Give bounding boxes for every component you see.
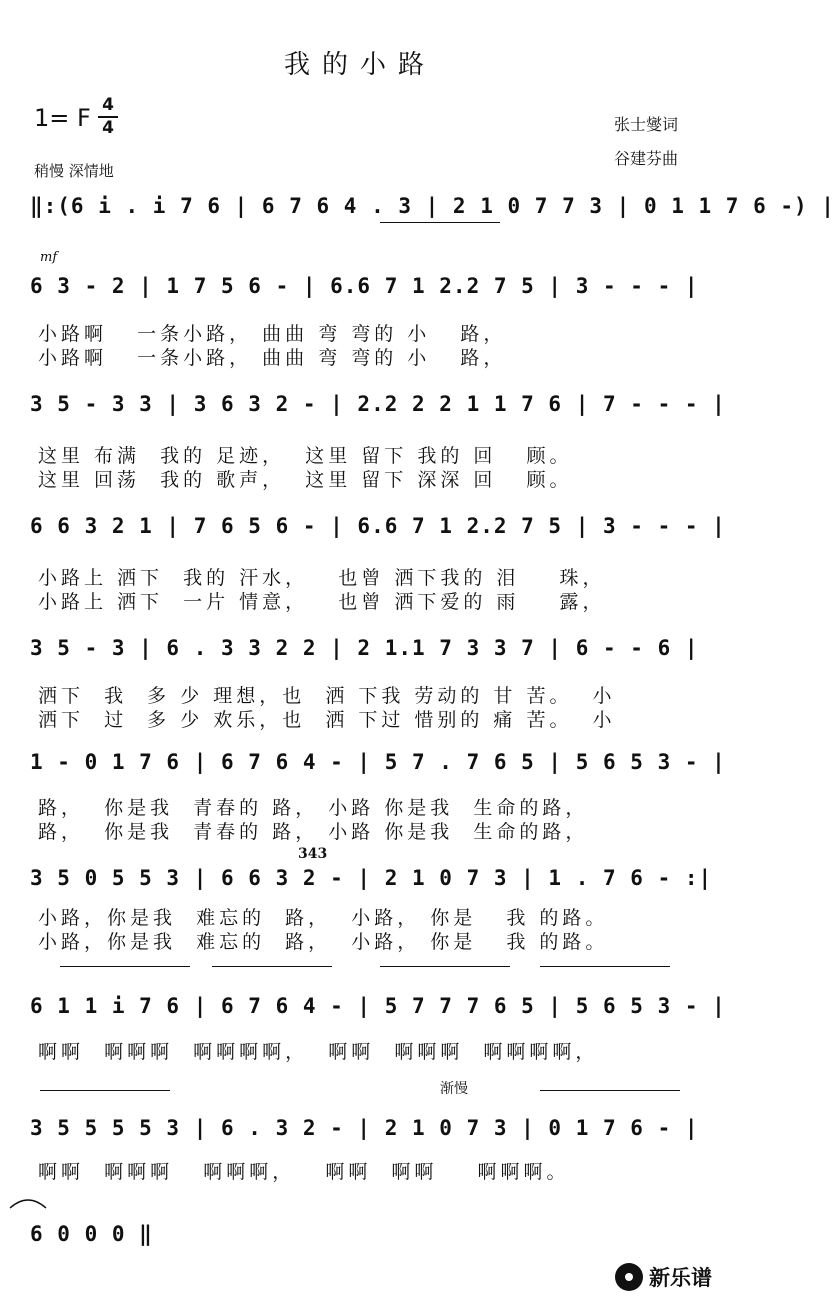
crescendo-hairpin [540, 966, 670, 967]
time-signature [98, 96, 118, 138]
score-line-3: 3 5 - 3 3 | 3 6 3 2 - | 2.2 2 2 1 1 7 6 | 7 - - - | [30, 392, 726, 416]
score-line-8: 6 1 1 i 7 6 | 6 7 6 4 - | 5 7 7 7 6 5 | 5 6 5 3 - | [30, 994, 726, 1018]
time-top: 4 [102, 95, 114, 115]
crescendo-hairpin [540, 1090, 680, 1091]
score-line-2: 6 3 - 2 | 1 7 5 6 - | 6.6 7 1 2.2 7 5 | 3 - - - | [30, 274, 699, 298]
lyric-line: 洒下 我 多 少 理想，也 洒 下我 劳动的 甘 苦。 小 [38, 685, 616, 707]
lyric-line: 小路上 洒下 一片 情意， 也曾 洒下爱的 雨 露， [38, 591, 606, 613]
fermata-arc [8, 1192, 48, 1212]
score-line-5: 3 5 - 3 | 6 . 3 3 2 2 | 2 1.1 7 3 3 7 | 6 - - 6 | [30, 636, 699, 660]
ritardando-marking: 渐慢 [440, 1081, 468, 1097]
crescendo-hairpin [60, 966, 190, 967]
lyric-line: 洒下 过 多 少 欢乐，也 洒 下过 惜别的 痛 苦。 小 [38, 709, 616, 731]
lyric-line: 路， 你是我 青春的 路， 小路 你是我 生命的路， [38, 797, 589, 819]
lyric-line: 小路，你是我 难忘的 路， 小路， 你是 我 的路。 [38, 931, 609, 953]
time-bottom: 4 [102, 118, 114, 138]
crescendo-hairpin [212, 966, 332, 967]
composer-credit: 谷建芬曲 [613, 149, 678, 168]
key-signature: 1= F [34, 104, 91, 132]
lyricist-credit: 张士燮词 [613, 115, 678, 134]
dynamic-marking: mf [40, 250, 58, 265]
score-line-4: 6 6 3 2 1 | 7 6 5 6 - | 6.6 7 1 2.2 7 5 | 3 - - - | [30, 514, 726, 538]
score-line-1: ‖:(6 i . i 7 6 | 6 7 6 4 . 3 | 2 1 0 7 7 3 | 0 1 1 7 6 -) | [30, 194, 835, 218]
lyric-line: 啊啊 啊啊啊 啊啊啊， 啊啊 啊啊 啊啊啊。 [38, 1161, 570, 1183]
score-line-10: 6 0 0 0 ‖ [30, 1222, 153, 1246]
beam [380, 222, 500, 223]
vinyl-disc-icon [615, 1263, 643, 1291]
watermark-logo [615, 1262, 712, 1292]
tempo-marking: 稍慢 深情地 [34, 162, 114, 180]
score-line-7: 3 5 0 5 5 3 | 6 6 3 2 - | 2 1 0 7 3 | 1 . 7 6 - :| [30, 866, 713, 890]
score-line-6: 1 - 0 1 7 6 | 6 7 6 4 - | 5 7 . 7 6 5 | 5 6 5 3 - | [30, 750, 726, 774]
crescendo-hairpin [380, 966, 510, 967]
lyric-line: 小路啊 一条小路， 曲曲 弯 弯的 小 路， [38, 347, 507, 369]
lyric-line: 这里 布满 我的 足迹， 这里 留下 我的 回 顾。 [38, 445, 573, 467]
lyric-line: 小路，你是我 难忘的 路， 小路， 你是 我 的路。 [38, 907, 609, 929]
lyric-line: 小路上 洒下 我的 汗水， 也曾 洒下我的 泪 珠， [38, 567, 606, 589]
lyric-line: 这里 回荡 我的 歌声， 这里 留下 深深 回 顾。 [38, 469, 573, 491]
crescendo-hairpin [40, 1090, 170, 1091]
watermark-brand: 新乐谱 [649, 1266, 712, 1290]
lyric-line: 小路啊 一条小路， 曲曲 弯 弯的 小 路， [38, 323, 507, 345]
lyric-line: 路， 你是我 青春的 路， 小路 你是我 生命的路， [38, 821, 589, 843]
song-title: 我的小路 [283, 50, 436, 80]
score-line-9: 3 5 5 5 5 3 | 6 . 3 2 - | 2 1 0 7 3 | 0 1 7 6 - | [30, 1116, 699, 1140]
grace-notes: 343 [298, 846, 328, 862]
lyric-line: 啊啊 啊啊啊 啊啊啊啊， 啊啊 啊啊啊 啊啊啊啊， [38, 1041, 599, 1063]
